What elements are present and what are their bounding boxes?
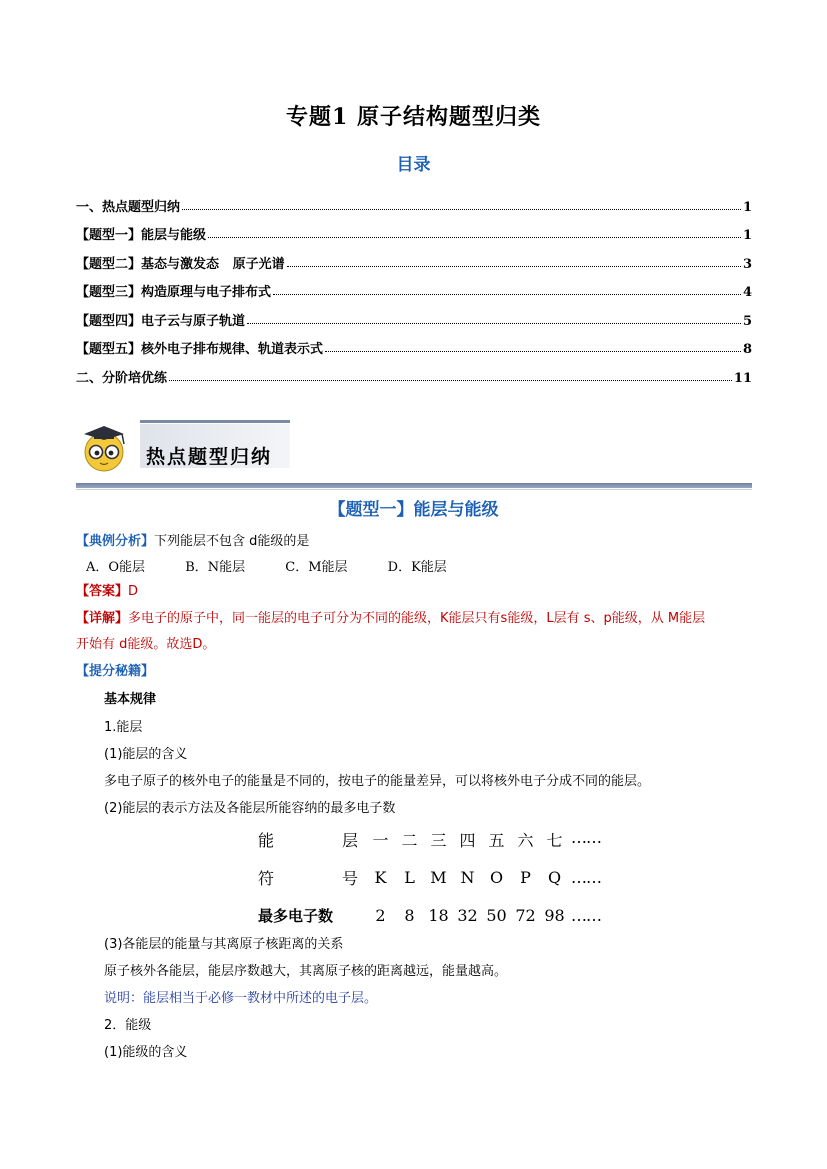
section-title: 【题型一】能层与能级 [328,500,499,520]
detail-line-1 [76,607,705,626]
option-b[interactable]: B．N能层 [185,560,246,575]
example-tag: 【典例分析】 [76,534,155,549]
example-question [76,530,309,549]
answer-line [76,580,138,599]
detail-text-1: 多电子的原子中，同一能层的电子可分为不同的能级，K能层只有s能级，L层有 s、p能级，从 M能层 [128,611,706,626]
toc-entry[interactable]: 【题型三】构造原理与电子排布式 4 [76,285,752,300]
owl-mascot-icon [84,426,124,471]
shell-capacity-table [258,820,601,934]
tips-line: 原子核外各能层，能层序数越大，其离原子核的距离越远，能量越高。 [104,964,508,979]
table-row: 符 号 K L M N O P Q …… [258,867,601,888]
section-divider [76,483,752,488]
answer-tag: 【答案】 [76,584,129,599]
tips-line: (2)能层的表示方法及各能层所能容纳的最多电子数 [104,801,396,816]
option-c[interactable]: C．M能层 [285,560,348,575]
toc-heading: 目录 [396,155,431,175]
tips-line: (1)能层的含义 [104,747,188,762]
tips-line: 1.能层 [104,720,143,735]
table-row: 最多电子数 2 8 18 32 50 72 98 …… [258,905,601,925]
tips-line: (1)能级的含义 [104,1045,188,1060]
toc-entry[interactable]: 一、热点题型归纳 1 [76,199,752,215]
table-row: 能 层 一 二 三 四 五 六 七 …… [258,827,601,850]
toc-entry[interactable]: 【题型四】电子云与原子轨道 5 [76,313,752,329]
tips-line: 2．能级 [104,1018,152,1033]
banner-label: 热点题型归纳 [146,446,273,468]
detail-tag: 【详解】 [76,611,129,626]
toc-entry[interactable]: 【题型二】基态与激发态 原子光谱 3 [76,256,752,272]
toc-entry[interactable]: 二、分阶培优练 11 [76,370,752,386]
answer-options [86,556,483,575]
toc-entry[interactable]: 【题型五】核外电子排布规律、轨道表示式 8 [76,342,752,357]
document-title: 专题1 原子结构题型归类 [286,104,541,130]
tips-subhead: 基本规律 [104,692,157,707]
question-text: 下列能层不包含 d能级的是 [154,534,310,549]
tips-line: (3)各能层的能量与其离原子核距离的关系 [104,937,344,952]
option-a[interactable]: A．O能层 [86,560,146,575]
tips-note: 说明：能层相当于必修一教材中所述的电子层。 [104,991,378,1006]
tips-line: 多电子原子的核外电子的能量是不同的，按电子的能量差异，可以将核外电子分成不同的能层。 [104,774,651,789]
toc-entry[interactable]: 【题型一】能层与能级 1 [76,228,752,243]
tips-tag: 【提分秘籍】 [76,664,155,679]
section-divider-thin [76,489,752,490]
option-d[interactable]: D．K能层 [387,560,447,575]
table-of-contents [76,186,752,386]
answer-value: D [128,584,139,599]
detail-text-2: 开始有 d能级。故选D。 [76,637,216,652]
